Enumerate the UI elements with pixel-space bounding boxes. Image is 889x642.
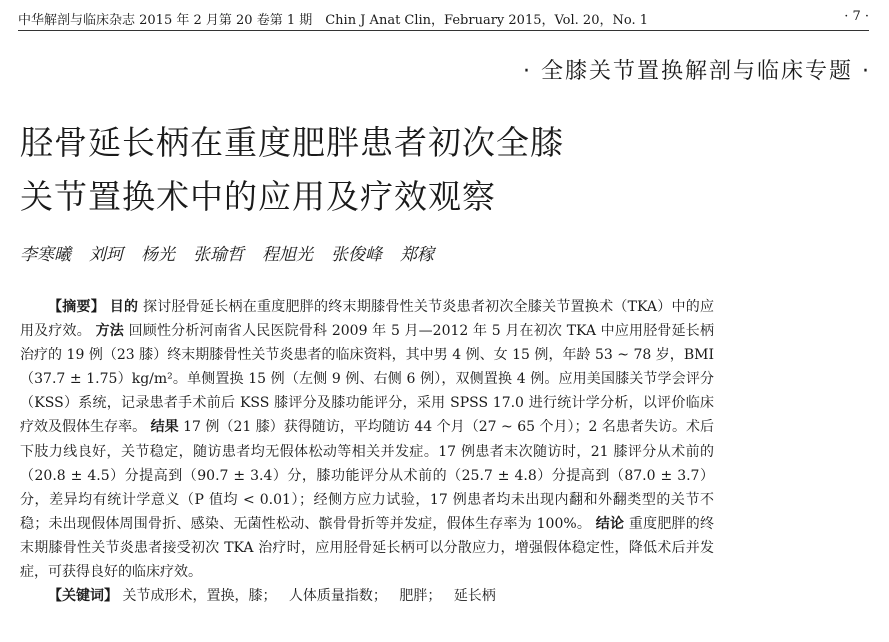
results-label: 结果 <box>150 419 179 436</box>
conclusion-label: 结论 <box>595 515 625 532</box>
running-header <box>18 6 869 31</box>
author-list <box>20 240 434 265</box>
title-line-1: 胫骨延长柄在重度肥胖患者初次全膝 <box>20 123 564 162</box>
conclusion-text: 重度肥胖的终末期膝骨性关节炎患者接受初次 TKA 治疗时，应用胫骨延长柄可以分散应力，增强假体稳定性，降低术后并发症，可获得良好的临床疗效。 <box>20 515 714 581</box>
author: 杨光 <box>141 245 175 265</box>
keywords-label: 【关键词】 <box>48 588 118 605</box>
keyword-item: 延长柄 <box>453 588 496 605</box>
abstract-body <box>20 295 714 584</box>
keywords <box>20 584 714 608</box>
objective-text: 探讨胫骨延长柄在重度肥胖的终末期膝骨性关节炎患者初次全膝关节置换术（TKA）中的应用及疗效。 <box>20 299 715 340</box>
keyword-item: 人体质量指数 ； <box>289 588 387 604</box>
abstract <box>20 295 714 608</box>
journal-citation: 中华解剖与临床杂志 2015 年 2 月第 20 卷第 1 期 Chin J Anat Clin，February 2015，Vol. 20，No. 1 <box>18 13 648 28</box>
results-text: 17 例（21 膝）获得随访，平均随访 44 个月（27 ~ 65 个月）；2 名患者失访。术后下肢力线良好，关节稳定，随访患者均无假体松动等相关并发症。17 例患者末次随访时，21 膝评分从术前的（20.8 ± 4.5）分提高到（90.7 ± 3.4）分，膝功能评分从术前的（25.7 ± 4.8）分提高到（87.0 ± 3.7）分，差异均有统计学意义（P 值均 < 0.01）；经侧方应力试验，17 例患者均未出现内翻和外翻类型的关节不稳；未出现假体周围骨折、感染、无菌性松动、髌骨骨折等并发症，假体生存率为 100%。 <box>20 419 715 532</box>
author: 张俊峰 <box>331 245 382 265</box>
abstract-label: 【摘要】 <box>48 299 106 315</box>
column-heading: · 全膝关节置换解剖与临床专题 · <box>523 59 871 84</box>
keyword-item: 肥胖 ； <box>399 588 441 604</box>
article-title <box>20 116 780 224</box>
author: 李寒曦 <box>20 245 71 265</box>
page-number: · 7 · <box>844 9 869 24</box>
keyword-item: 关节成形术，置换，膝 ； <box>122 588 276 604</box>
methods-label: 方法 <box>95 323 124 340</box>
author: 张瑜哲 <box>193 245 244 265</box>
author: 刘珂 <box>89 245 123 265</box>
author: 郑稼 <box>400 245 434 265</box>
objective-label: 目的 <box>109 299 139 315</box>
methods-text: 回顾性分析河南省人民医院骨科 2009 年 5 月—2012 年 5 月在初次 TKA 中应用胫骨延长柄治疗的 19 例（23 膝）终末期膝骨性关节炎患者的临床资料，其中男 4 例、女 15 例，年龄 53 ~ 78 岁，BMI（37.7 ± 1.75）kg/m²。单侧置换 15 例（左侧 9 例、右侧 6 例），双侧置换 4 例。应用美国膝关节学会评分（KSS）系统，记录患者手术前后 KSS 膝评分及膝功能评分，采用 SPSS 17.0 进行统计学分析，以评价临床疗效及假体生存率。 <box>20 323 714 436</box>
title-line-2: 关节置换术中的应用及疗效观察 <box>20 177 496 216</box>
author: 程旭光 <box>262 245 313 265</box>
